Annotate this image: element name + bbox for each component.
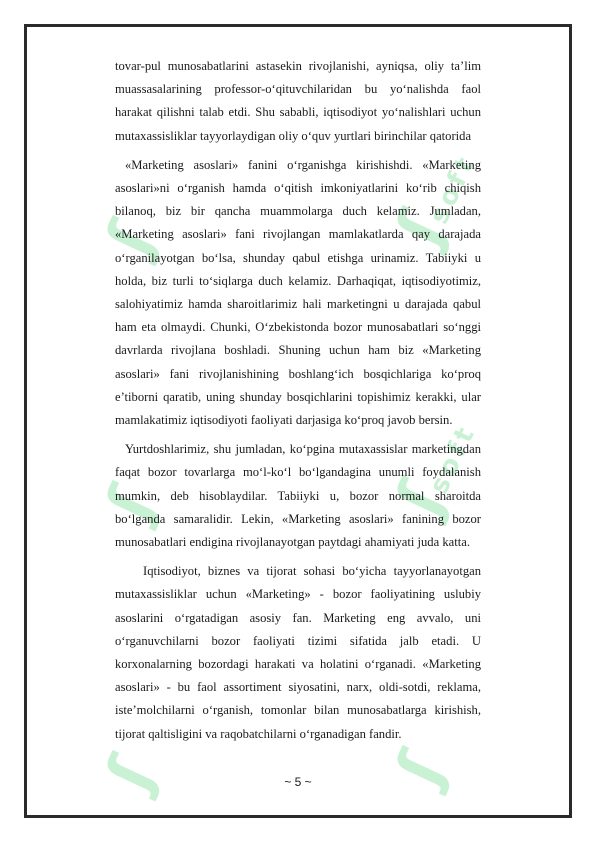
- watermark-logo: ʃ: [91, 746, 169, 801]
- page-number: ~ 5 ~: [284, 775, 312, 789]
- page-frame: [24, 24, 572, 818]
- paragraph: Yurtdoshlarimiz, shu jumladan, ko‘pgina mutaxassislar marketingdan faqat bozor tovarlarga mo‘l-ko‘l bo‘lgandagina unumli foydalanish mumkin, deb hisoblaydilar. Tabiiyki u, bozor normal sharoitda bo‘lganda samaralidir. Lekin, «Marketing asoslari» fanining bozor munosabatlari endigina rivojlanayotgan paytdagi ahamiyati juda katta.: [115, 442, 481, 550]
- watermark-logo: ʃ: [91, 211, 169, 266]
- watermark-logo: ʃ: [381, 741, 459, 796]
- document-body: [115, 55, 481, 752]
- paragraph: Iqtisodiyot, biznes va tijorat sohasi bo‘yicha tayyorlanayotgan mutaxassisliklar uchun «Marketing» - bozor faoliyatining uslubiy asoslarini o‘rgatadigan asosiy fan. Marketing eng avvalo, uni o‘rganuvchilarni bozor faoliyati tizimi sifatida jalb etadi. U korxonalarning bozordagi harakati va holatini o‘rganadi. «Marketing asoslari» - bu faol assortiment siyosatini, narx, oldi-sotdi, reklama, iste’molchilarni o‘rganish, tomonlar bilan munosabatlarga kirishish, tijorat qaltisligini va raqobatchilarni o‘rganadigan fandir.: [115, 564, 481, 741]
- watermark-logo: ʃ: [91, 476, 169, 531]
- paragraph: «Marketing asoslari» fanini o‘rganishga kirishishdi. «Marketing asoslari»ni o‘rganish hamda o‘qitish imkoniyatlarini ko‘rib chiqish bilanoq, biz bir qancha muammolarga duch kelamiz. Jumladan, «Marketing asoslari» fani rivojlangan mamlakatlarda qay darajada o‘rganilayotgan bo‘lsa, shunday qabul etishga urinamiz. Tabiiyki u holda, biz turli to‘siqlarga duch kelamiz. Darhaqiqat, iqtisodiyotimiz, salohiyatimiz hamda sharoitlarimiz hali marketingni u darajada qabul ham eta olmaydi. Chunki, O‘zbekistonda bozor munosabatlari so‘nggi davrlarda rivojlana boshladi. Shuning uchun ham biz «Marketing asoslari» fani rivojlanishining boshlang‘ich bosqichlariga ko‘proq e’tiborni qaratib, uning shunday bosqichlarini topishimiz kerakki, ular mamlakatimiz iqtisodiyoti faoliyati darjasiga ko‘proq javob bersin.: [115, 157, 481, 428]
- watermark-logo: ʃsoft: [381, 149, 483, 256]
- watermark-logo: ʃsoft: [381, 419, 483, 526]
- paragraph: tovar-pul munosabatlarini astasekin rivojlanishi, ayniqsa, oliy ta’lim muassasalarining professor-o‘qituvchilaridan bu yo‘nalishda faol harakat qilishni talab etdi. Shu sababli, iqtisodiyot yo‘nalishlari uchun mutaxassisliklar tayyorlaydigan oliy o‘quv yurtlari birinchilar qatorida: [115, 59, 481, 143]
